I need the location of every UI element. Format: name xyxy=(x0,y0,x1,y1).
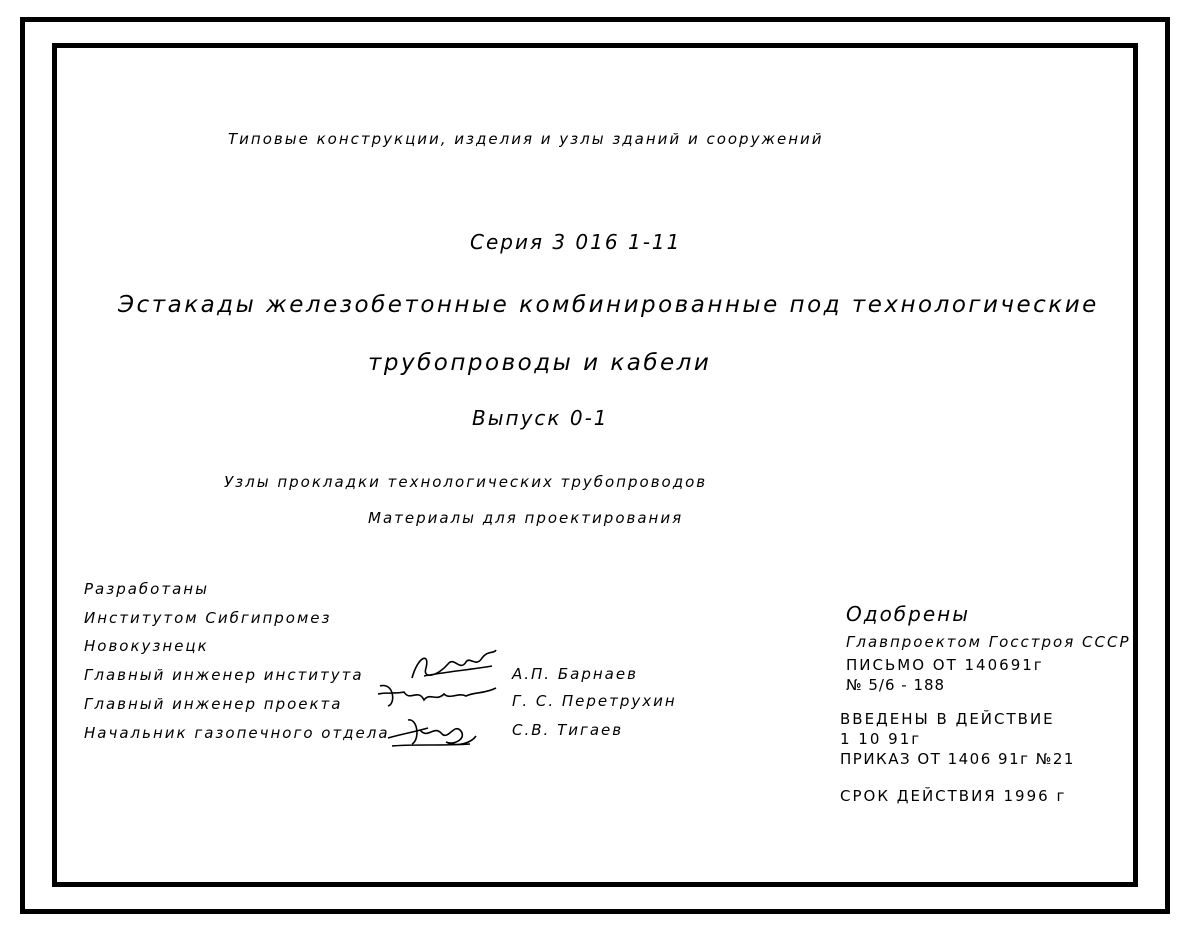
validity-term: СРОК ДЕЙСТВИЯ 1996 г xyxy=(840,787,1067,805)
approval-letter-number: № 5/6 - 188 xyxy=(846,676,946,694)
order-reference: ПРИКАЗ ОТ 1406 91г №21 xyxy=(840,750,1075,768)
document-subtitle: Типовые конструкции, изделия и узлы зданий и сооружений xyxy=(228,130,824,148)
staff-name: С.В. Тигаев xyxy=(512,721,624,739)
staff-role: Главный инженер проекта xyxy=(84,695,343,713)
approval-authority: Главпроектом Госстроя СССР xyxy=(846,633,1131,651)
document-title-line2: трубопроводы и кабели xyxy=(368,350,712,376)
developer-city: Новокузнецк xyxy=(84,637,209,655)
staff-role: Главный инженер института xyxy=(84,666,364,684)
series-number: Серия 3 016 1-11 xyxy=(470,230,682,254)
developed-heading: Разработаны xyxy=(84,580,209,598)
signature-chief-engineer-project xyxy=(374,678,500,712)
staff-role: Начальник газопечного отдела xyxy=(84,724,390,742)
enacted-date: 1 10 91г xyxy=(840,730,922,748)
issue-number: Выпуск 0-1 xyxy=(472,406,609,430)
developer-institute: Институтом Сибгипромез xyxy=(84,609,332,627)
approval-heading: Одобрены xyxy=(846,602,971,626)
document-title-line1: Эстакады железобетонные комбинированные под технологические xyxy=(118,292,1099,318)
enacted-label: ВВЕДЕНЫ В ДЕЙСТВИЕ xyxy=(840,710,1055,728)
approval-letter: ПИСЬМО ОТ 140691г xyxy=(846,656,1044,674)
signature-department-head xyxy=(384,712,480,752)
topic-line1: Узлы прокладки технологических трубопроводов xyxy=(224,473,708,491)
staff-name: Г. С. Перетрухин xyxy=(512,692,677,710)
staff-name: А.П. Барнаев xyxy=(512,665,638,683)
topic-line2: Материалы для проектирования xyxy=(368,509,684,527)
